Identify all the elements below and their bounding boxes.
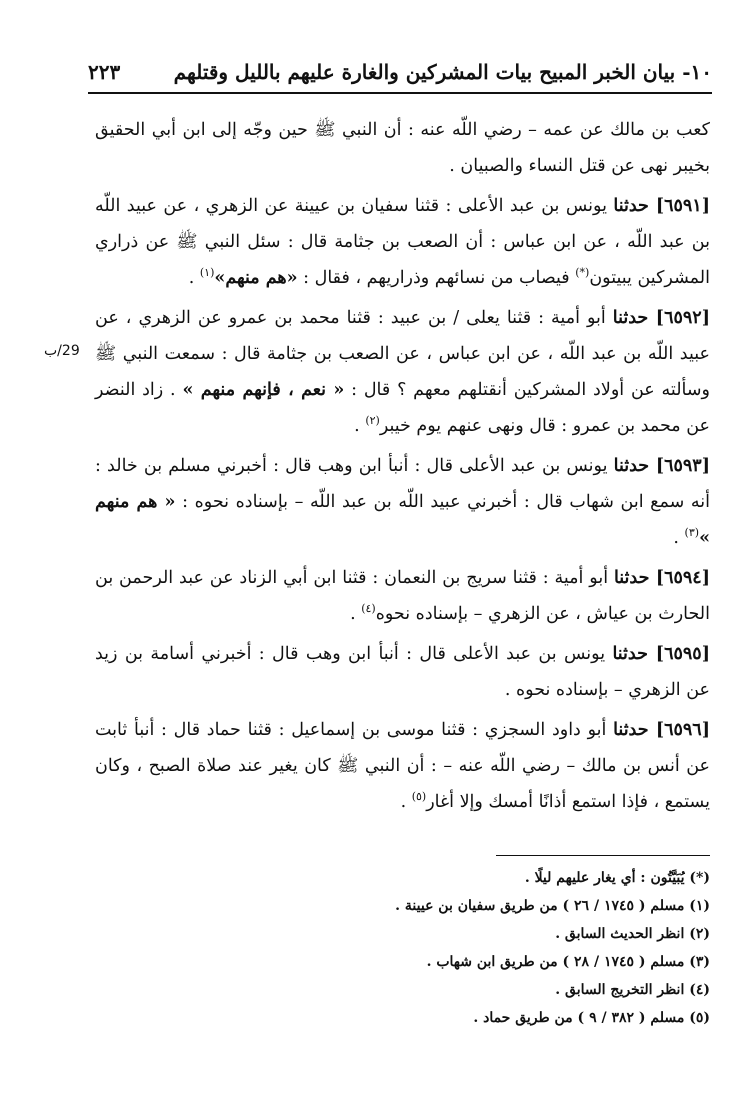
footnote-marker: (٢) bbox=[365, 414, 380, 428]
paragraph-continuation bbox=[95, 112, 710, 184]
hadith-6595 bbox=[95, 636, 710, 708]
hadith-text: أبو أمية : قثنا سريج بن النعمان : قثنا ابن أبي الزناد عن عبد الرحمن بن الحارث بن عياش ، عن الزهري – بإسناده نحوه bbox=[95, 568, 710, 624]
footnote-marker: (٤) bbox=[361, 602, 376, 616]
hadith-number-intro: [٦٥٩٦] حدثنا bbox=[613, 720, 710, 740]
footnote-marker: (١) bbox=[199, 266, 215, 280]
hadith-number-intro: [٦٥٩٢] حدثنا bbox=[612, 308, 710, 328]
hadith-6591 bbox=[95, 188, 710, 296]
hadith-text-end: . bbox=[400, 792, 412, 812]
hadith-6593 bbox=[95, 448, 710, 556]
hadith-text-end: . bbox=[354, 416, 366, 436]
hadith-number-intro: [٦٥٩٤] حدثنا bbox=[613, 568, 710, 588]
manuscript-folio-note: 29/ب bbox=[44, 343, 80, 359]
footnote-marker: (٥) bbox=[411, 790, 427, 804]
footnote-separator bbox=[496, 855, 710, 856]
hadith-text: يونس بن عبد الأعلى قال : أنبأ ابن وهب قال : أخبرني مسلم بن خالد : أنه سمع ابن شهاب قال : أخبرني عبيد اللّه بن عبد اللّه – بإسناده نحوه : bbox=[95, 456, 710, 512]
footnote-item: (*) يُبَيَّتُون : أي يغار عليهم ليلًا . bbox=[524, 870, 710, 886]
hadith-text: يونس بن عبد الأعلى : قثنا سفيان بن عيينة عن الزهري ، عن عبيد اللّه بن عبد اللّه ، عن ابن عباس : أن الصعب بن جثامة قال : سئل النبي ﷺ عن ذراري المشركين يبيتون bbox=[95, 196, 710, 288]
footnote-item: (٢) انظر الحديث السابق . bbox=[555, 926, 710, 942]
page-number: ٢٢٣ bbox=[88, 60, 121, 84]
main-text bbox=[95, 112, 710, 824]
hadith-number-intro: [٦٥٩٥] حدثنا bbox=[612, 644, 710, 664]
hadith-6592 bbox=[95, 300, 710, 444]
hadith-number-intro: [٦٥٩٣] حدثنا bbox=[613, 456, 710, 476]
running-header bbox=[88, 52, 712, 94]
footnote-marker: (*) bbox=[575, 266, 590, 280]
hadith-text-end: . bbox=[350, 604, 362, 624]
prophet-quote: «هم منهم» bbox=[214, 268, 298, 288]
footnote-item: (٤) انظر التخريج السابق . bbox=[555, 982, 710, 998]
hadith-text-cont: . زاد النضر عن محمد بن عمرو : قال ونهى عنهم يوم خيبر bbox=[95, 380, 710, 436]
footnote-item: (٥) مسلم ( ٣٨٢ / ٩ ) من طريق حماد . bbox=[473, 1010, 710, 1026]
hadith-6596 bbox=[95, 712, 710, 820]
paragraph-text: كعب بن مالك عن عمه – رضي اللّه عنه : أن النبي ﷺ حين وجّه إلى ابن أبي الحقيق بخيبر نهى عن قتل النساء والصبيان . bbox=[95, 120, 710, 176]
hadith-text: أبو داود السجزي : قثنا موسى بن إسماعيل : قثنا حماد قال : أنبأ ثابت عن أنس بن مالك – رضي اللّه عنه – : أن النبي ﷺ كان يغير عند صلاة الصبح ، وكان يستمع ، فإذا استمع أذانًا أمسك وإلا أغار bbox=[95, 720, 710, 812]
hadith-6594 bbox=[95, 560, 710, 632]
hadith-text-end: . bbox=[188, 268, 200, 288]
footnote-marker: (٣) bbox=[684, 526, 700, 540]
footnote-item: (٣) مسلم ( ١٧٤٥ / ٢٨ ) من طريق ابن شهاب . bbox=[426, 954, 710, 970]
hadith-text: أبو أمية : قثنا يعلى / بن عبيد : قثنا محمد بن عمرو عن الزهري ، عن عبيد اللّه بن عبد اللّه ، عن ابن عباس ، عن الصعب بن جثامة قال : سمعت النبي ﷺ وسألته عن أولاد المشركين أنقتلهم معهم ؟ قال : bbox=[95, 308, 710, 400]
hadith-text: يونس بن عبد الأعلى قال : أنبأ ابن وهب قال : أخبرني أسامة بن زيد عن الزهري – بإسناده نحوه . bbox=[95, 644, 710, 700]
prophet-quote: « نعم ، فإنهم منهم » bbox=[182, 380, 345, 400]
prophet-quote: « هم منهم » bbox=[95, 492, 710, 548]
footnotes bbox=[95, 864, 710, 1032]
hadith-text-end: . bbox=[673, 528, 685, 548]
footnote-item: (١) مسلم ( ١٧٤٥ / ٢٦ ) من طريق سفيان بن عيينة . bbox=[395, 898, 710, 914]
chapter-title: ١٠- بيان الخبر المبيح بيات المشركين والغارة عليهم بالليل وقتلهم bbox=[173, 60, 712, 84]
hadith-number-intro: [٦٥٩١] حدثنا bbox=[613, 196, 710, 216]
hadith-text-cont: فيصاب من نسائهم وذراريهم ، فقال : bbox=[297, 268, 576, 288]
